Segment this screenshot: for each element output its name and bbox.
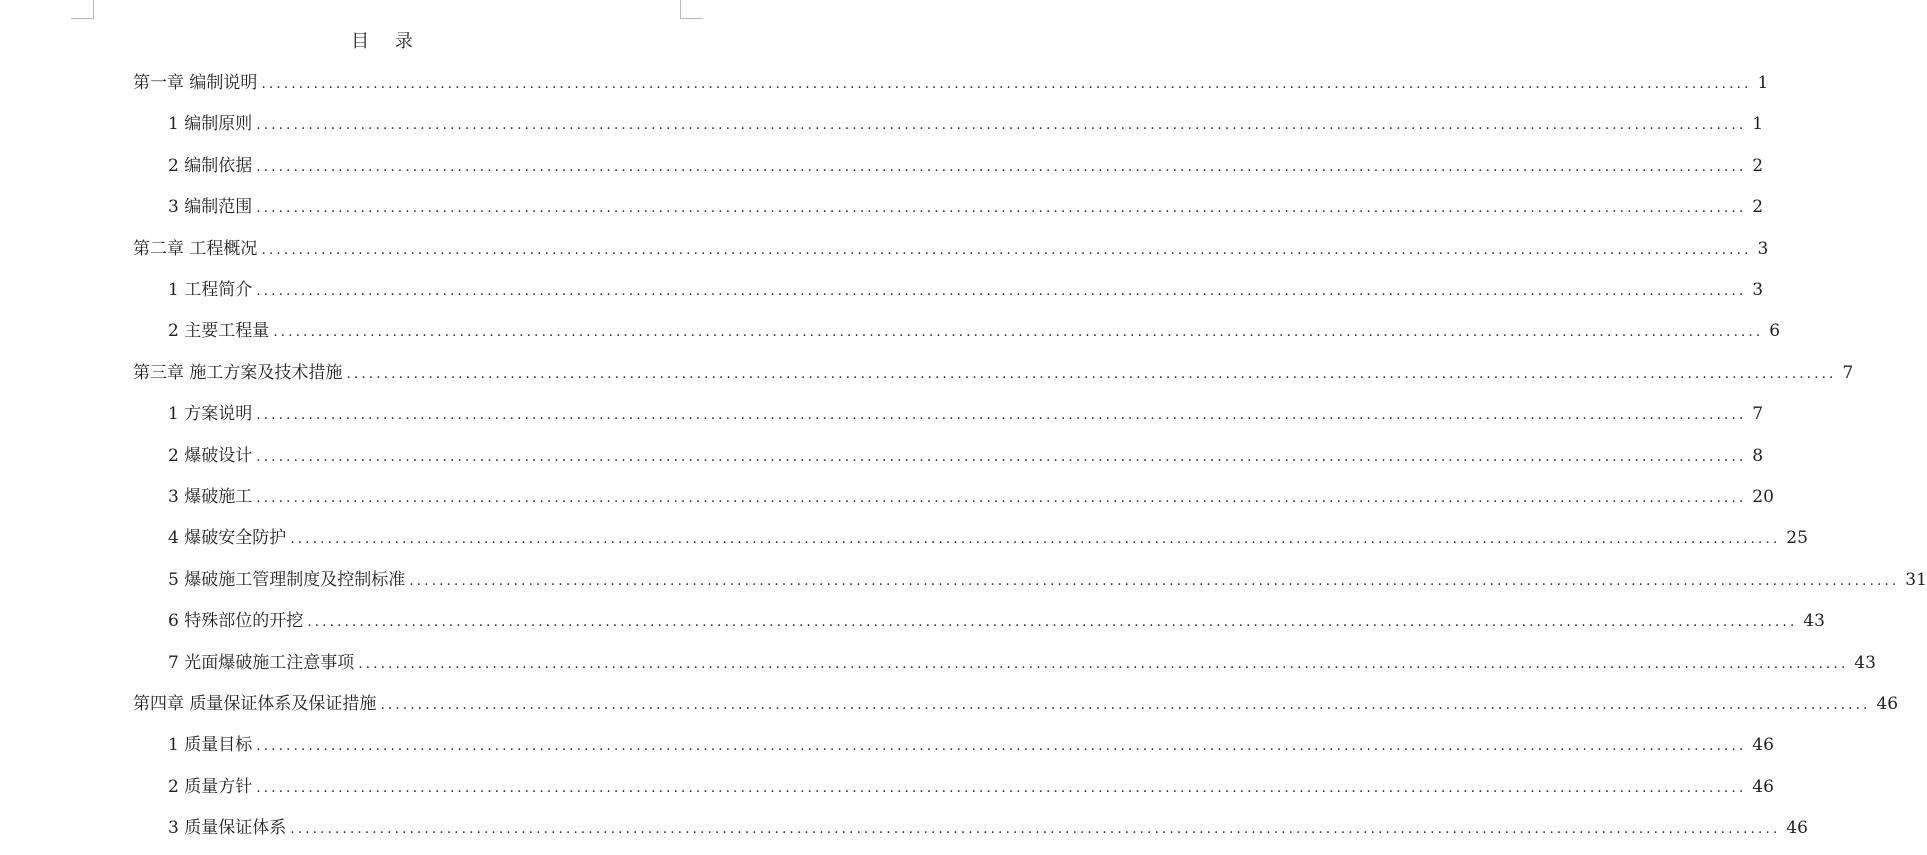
- toc-page-number: 46: [1752, 735, 1774, 756]
- toc-section-entry[interactable]: [168, 276, 1764, 302]
- toc-page-number: 46: [1786, 818, 1808, 839]
- toc-dot-leader: ........................................................................................................................................................................................................: [256, 407, 1747, 424]
- toc-page-number: 2: [1752, 155, 1764, 176]
- toc-section-entry[interactable]: [168, 524, 1808, 550]
- toc-entry-label: 1 编制原则: [168, 114, 253, 135]
- toc-section-entry[interactable]: [168, 649, 1876, 675]
- toc-section-entry[interactable]: [168, 110, 1764, 136]
- toc-entry-label: 3 编制范围: [168, 197, 253, 218]
- toc-chapter-entry[interactable]: [133, 69, 1769, 95]
- toc-section-entry[interactable]: [168, 152, 1764, 178]
- toc-chapter-entry[interactable]: [133, 235, 1769, 261]
- toc-dot-leader: ........................................................................................................................................................................................................: [256, 200, 1747, 217]
- toc-dot-leader: ........................................................................................................................................................................................................: [256, 158, 1747, 175]
- toc-section-entry[interactable]: [168, 731, 1774, 757]
- toc-entry-label: 2 爆破设计: [168, 445, 253, 466]
- toc-dot-leader: ........................................................................................................................................................................................................: [256, 490, 1747, 506]
- toc-title: 目 录: [351, 31, 423, 52]
- toc-section-entry[interactable]: [168, 317, 1781, 343]
- toc-page-number: 1: [1752, 114, 1764, 135]
- toc-page-number: 7: [1752, 404, 1764, 425]
- toc-page-number: 31: [1905, 569, 1927, 590]
- toc-dot-leader: ........................................................................................................................................................................................................: [256, 117, 1747, 134]
- toc-entry-label: 1 工程简介: [168, 280, 253, 300]
- toc-entry-label: 7 光面爆破施工注意事项: [168, 652, 355, 673]
- toc-entry-label: 2 质量方针: [168, 776, 253, 797]
- toc-entry-label: 1 质量目标: [168, 735, 253, 756]
- toc-section-entry[interactable]: [168, 193, 1764, 219]
- toc-entry-label: 2 编制依据: [168, 155, 253, 176]
- toc-chapter-entry[interactable]: [133, 359, 1854, 385]
- toc-dot-leader: ........................................................................................................................................................................................................: [290, 821, 1781, 838]
- toc-page-number: 46: [1752, 776, 1774, 797]
- toc-dot-leader: ........................................................................................................................................................................................................: [256, 448, 1747, 465]
- toc-section-entry[interactable]: [168, 483, 1774, 509]
- page-corner-mark-left: [71, 0, 94, 19]
- toc-dot-leader: ........................................................................................................................................................................................................: [358, 655, 1849, 672]
- toc-entry-label: 第三章 施工方案及技术措施: [133, 362, 343, 383]
- toc-dot-leader: ........................................................................................................................................................................................................: [409, 572, 1900, 589]
- toc-dot-leader: ........................................................................................................................................................................................................: [256, 738, 1747, 755]
- toc-entry-label: 第一章 编制说明: [133, 73, 258, 93]
- toc-dot-leader: ........................................................................................................................................................................................................: [307, 614, 1798, 631]
- toc-section-entry[interactable]: [168, 607, 1825, 633]
- toc-entry-label: 6 特殊部位的开挖: [168, 611, 304, 632]
- toc-dot-leader: ........................................................................................................................................................................................................: [261, 241, 1752, 258]
- toc-page-number: 7: [1842, 362, 1854, 383]
- toc-dot-leader: ........................................................................................................................................................................................................: [380, 697, 1871, 713]
- toc-dot-leader: ........................................................................................................................................................................................................: [290, 531, 1781, 548]
- toc-section-entry[interactable]: [168, 814, 1808, 840]
- toc-section-entry[interactable]: [168, 773, 1774, 799]
- toc-dot-leader: ........................................................................................................................................................................................................: [261, 76, 1752, 92]
- toc-section-entry[interactable]: [168, 442, 1764, 468]
- toc-entry-label: 3 质量保证体系: [168, 818, 287, 839]
- toc-entry-label: 第四章 质量保证体系及保证措施: [133, 694, 377, 714]
- toc-page-number: 43: [1803, 611, 1825, 632]
- toc-section-entry[interactable]: [168, 566, 1927, 592]
- toc-dot-leader: ........................................................................................................................................................................................................: [256, 283, 1747, 299]
- toc-entry-label: 3 爆破施工: [168, 487, 253, 507]
- toc-dot-leader: ........................................................................................................................................................................................................: [346, 365, 1837, 382]
- toc-page-number: 1: [1757, 73, 1769, 93]
- toc-page-number: 6: [1769, 321, 1781, 342]
- toc-page-number: 46: [1876, 694, 1899, 714]
- toc-page-number: 3: [1757, 238, 1769, 259]
- toc-page-number: 2: [1752, 197, 1764, 218]
- toc-section-entry[interactable]: [168, 400, 1764, 426]
- toc-entry-label: 5 爆破施工管理制度及控制标准: [168, 569, 406, 590]
- toc-entry-label: 第二章 工程概况: [133, 238, 258, 259]
- toc-page-number: 8: [1752, 445, 1764, 466]
- toc-dot-leader: ........................................................................................................................................................................................................: [256, 779, 1747, 796]
- toc-page-number: 43: [1854, 652, 1876, 673]
- page-corner-mark-right: [680, 0, 703, 19]
- toc-page-number: 3: [1752, 280, 1764, 300]
- toc-entry-label: 2 主要工程量: [168, 321, 270, 342]
- toc-entry-label: 1 方案说明: [168, 404, 253, 425]
- toc-chapter-entry[interactable]: [133, 690, 1899, 716]
- toc-page-number: 20: [1752, 487, 1774, 507]
- toc-page-number: 25: [1786, 528, 1808, 549]
- toc-dot-leader: ........................................................................................................................................................................................................: [273, 324, 1764, 341]
- toc-entry-label: 4 爆破安全防护: [168, 528, 287, 549]
